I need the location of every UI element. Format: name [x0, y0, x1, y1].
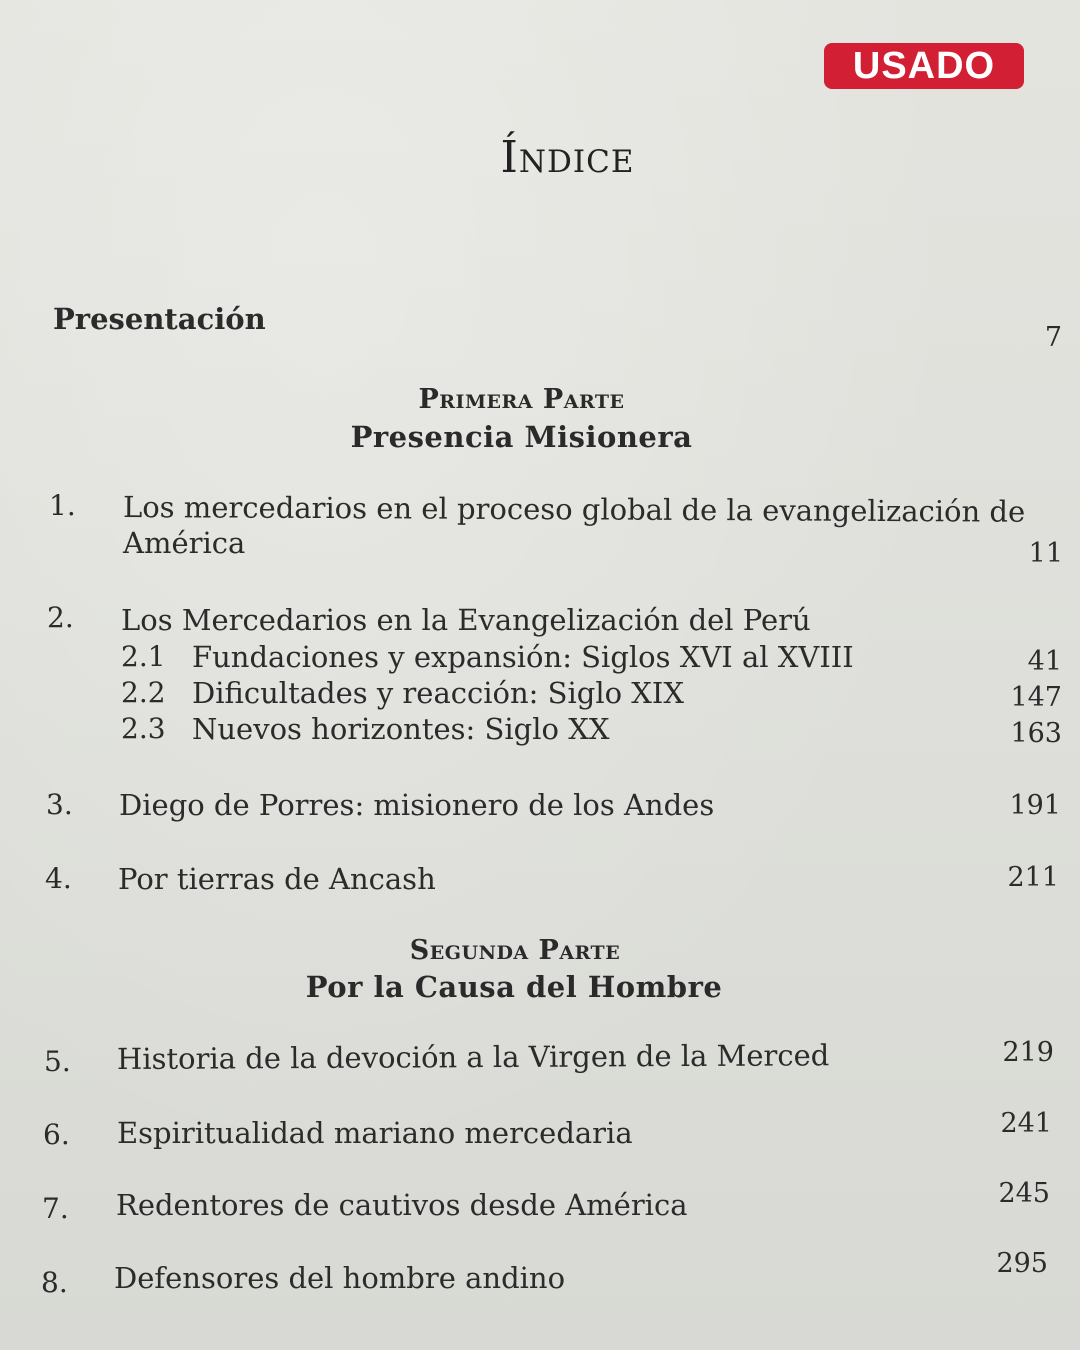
used-badge: USADO	[824, 43, 1024, 89]
subentry-2-1-number: 2.1	[121, 640, 166, 673]
presentacion-page: 7	[1044, 322, 1062, 353]
subentry-2-1-page: 41	[1027, 646, 1062, 677]
entry-2-number: 2.	[47, 601, 74, 634]
entry-1-line2: América	[123, 526, 246, 560]
part1-label: Primera Parte	[418, 384, 625, 415]
subentry-2-2-text: Dificultades y reacción: Siglo XIX	[192, 676, 685, 710]
entry-8-page: 295	[996, 1248, 1048, 1279]
entry-5-text: Historia de la devoción a la Virgen de la Merced	[116, 1038, 830, 1076]
entry-3-number: 3.	[46, 788, 73, 821]
entry-3-text: Diego de Porres: misionero de los Andes	[119, 788, 715, 822]
entry-8-number: 8.	[41, 1266, 68, 1299]
subentry-2-3-number: 2.3	[121, 712, 166, 745]
entry-8-text: Defensores del hombre andino	[114, 1261, 566, 1295]
entry-1-page: 11	[1028, 538, 1063, 569]
entry-4-text: Por tierras de Ancash	[118, 862, 436, 896]
entry-6-text: Espiritualidad mariano mercedaria	[117, 1116, 633, 1150]
entry-1-line1: Los mercedarios en el proceso global de la evangelización de	[122, 490, 1026, 529]
subentry-2-3-text: Nuevos horizontes: Siglo XX	[192, 712, 610, 746]
entry-7-number: 7.	[42, 1192, 69, 1225]
subentry-2-3-page: 163	[1010, 718, 1062, 749]
entry-6-page: 241	[1000, 1108, 1052, 1139]
entry-4-page: 211	[1007, 862, 1059, 893]
entry-7-text: Redentores de cautivos desde América	[116, 1188, 688, 1222]
part1-title: Presencia Misionera	[350, 420, 693, 454]
entry-7-page: 245	[998, 1178, 1050, 1209]
entry-3-page: 191	[1009, 790, 1061, 821]
presentacion-label: Presentación	[53, 302, 266, 336]
entry-1-number: 1.	[49, 489, 76, 522]
part2-label: Segunda Parte	[409, 935, 621, 966]
entry-6-number: 6.	[43, 1118, 70, 1151]
entry-5-number: 5.	[44, 1045, 71, 1078]
index-title: Índice	[500, 132, 635, 183]
part2-title: Por la Causa del Hombre	[305, 970, 723, 1004]
subentry-2-2-number: 2.2	[121, 676, 166, 709]
subentry-2-1-text: Fundaciones y expansión: Siglos XVI al XVIII	[192, 640, 854, 674]
subentry-2-2-page: 147	[1010, 682, 1062, 713]
entry-4-number: 4.	[45, 862, 72, 895]
entry-2-text: Los Mercedarios en la Evangelización del Perú	[121, 603, 811, 637]
entry-5-page: 219	[1002, 1037, 1054, 1068]
